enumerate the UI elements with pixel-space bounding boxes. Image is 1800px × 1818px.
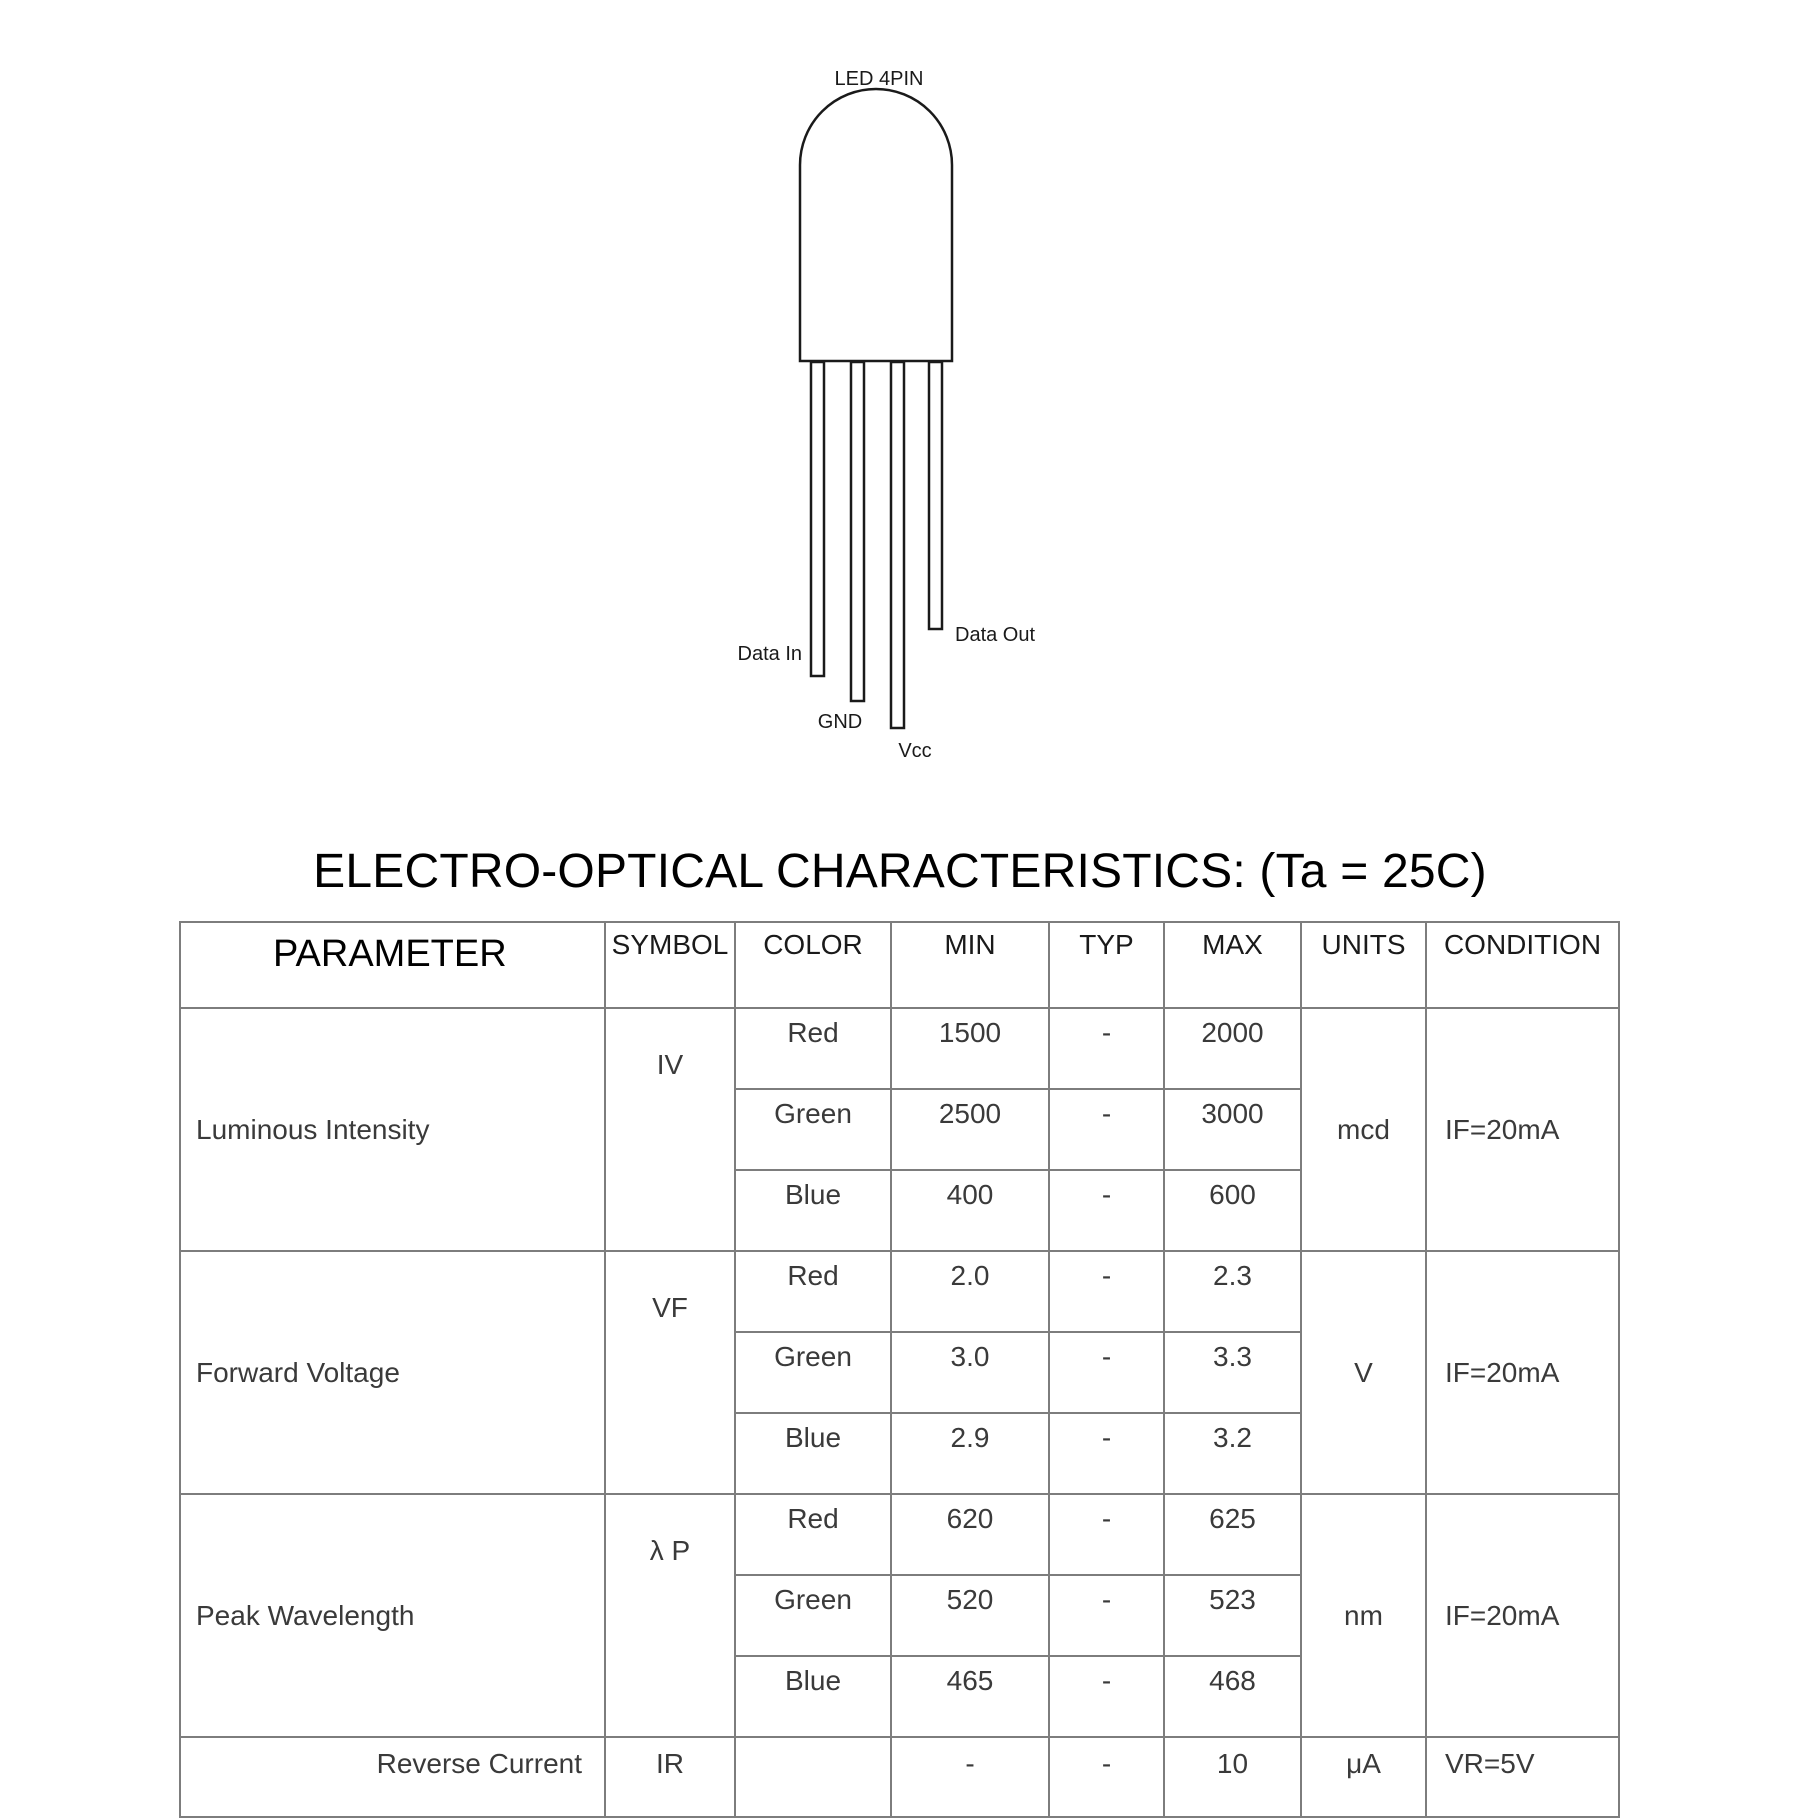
color-cell: Blue (735, 1413, 891, 1494)
condition-cell: VR=5V (1426, 1737, 1619, 1817)
max-cell: 2.3 (1164, 1251, 1301, 1332)
header-color: COLOR (735, 922, 891, 1008)
condition-cell: IF=20mA (1426, 1251, 1619, 1494)
parameter-cell: Reverse Current (180, 1737, 605, 1817)
typ-cell: - (1049, 1656, 1164, 1737)
max-cell: 10 (1164, 1737, 1301, 1817)
typ-cell: - (1049, 1008, 1164, 1089)
max-cell: 3.3 (1164, 1332, 1301, 1413)
max-cell: 600 (1164, 1170, 1301, 1251)
header-row (180, 922, 1619, 1008)
color-cell: Red (735, 1494, 891, 1575)
color-cell: Green (735, 1089, 891, 1170)
min-cell: 400 (891, 1170, 1049, 1251)
pin-vcc (891, 362, 904, 728)
typ-cell: - (1049, 1413, 1164, 1494)
color-cell: Blue (735, 1170, 891, 1251)
table-row (180, 1737, 1619, 1817)
header-max: MAX (1164, 922, 1301, 1008)
max-cell: 3.2 (1164, 1413, 1301, 1494)
min-cell: 2.0 (891, 1251, 1049, 1332)
min-cell: 520 (891, 1575, 1049, 1656)
symbol-cell: IV (605, 1008, 735, 1251)
header-min: MIN (891, 922, 1049, 1008)
symbol-cell: IR (605, 1737, 735, 1817)
led-title: LED 4PIN (834, 68, 924, 90)
min-cell: 2.9 (891, 1413, 1049, 1494)
header-symbol: SYMBOL (605, 922, 735, 1008)
units-cell: nm (1301, 1494, 1426, 1737)
electro-optical-table (179, 921, 1620, 1818)
header-typ: TYP (1049, 922, 1164, 1008)
pin-label-vcc: Vcc (898, 740, 932, 762)
parameter-cell: Forward Voltage (180, 1251, 605, 1494)
table-title: ELECTRO-OPTICAL CHARACTERISTICS: (Ta = 25C) (313, 845, 1487, 898)
max-cell: 625 (1164, 1494, 1301, 1575)
min-cell: 1500 (891, 1008, 1049, 1089)
color-cell: Green (735, 1575, 891, 1656)
table-row (180, 1251, 1619, 1332)
table-row (180, 1494, 1619, 1575)
parameter-cell: Luminous Intensity (180, 1008, 605, 1251)
max-cell: 468 (1164, 1656, 1301, 1737)
color-cell: Green (735, 1332, 891, 1413)
min-cell: - (891, 1737, 1049, 1817)
led-pinout-diagram (0, 0, 1800, 800)
header-units: UNITS (1301, 922, 1426, 1008)
units-cell: mcd (1301, 1008, 1426, 1251)
header-parameter: PARAMETER (180, 922, 605, 1008)
min-cell: 465 (891, 1656, 1049, 1737)
pin-label-data-out: Data Out (955, 624, 1036, 646)
max-cell: 3000 (1164, 1089, 1301, 1170)
table-row (180, 1008, 1619, 1089)
color-cell: Blue (735, 1656, 891, 1737)
header-condition: CONDITION (1426, 922, 1619, 1008)
color-cell (735, 1737, 891, 1817)
condition-cell: IF=20mA (1426, 1008, 1619, 1251)
symbol-cell: λ P (605, 1494, 735, 1737)
typ-cell: - (1049, 1170, 1164, 1251)
pin-data-in (811, 362, 824, 676)
max-cell: 2000 (1164, 1008, 1301, 1089)
min-cell: 2500 (891, 1089, 1049, 1170)
typ-cell: - (1049, 1332, 1164, 1413)
pin-label-gnd: GND (817, 711, 863, 733)
min-cell: 620 (891, 1494, 1049, 1575)
pin-label-data-in: Data In (737, 643, 802, 665)
typ-cell: - (1049, 1737, 1164, 1817)
units-cell: μA (1301, 1737, 1426, 1817)
max-cell: 523 (1164, 1575, 1301, 1656)
typ-cell: - (1049, 1089, 1164, 1170)
condition-cell: IF=20mA (1426, 1494, 1619, 1737)
led-body (800, 89, 952, 361)
color-cell: Red (735, 1251, 891, 1332)
parameter-cell: Peak Wavelength (180, 1494, 605, 1737)
typ-cell: - (1049, 1575, 1164, 1656)
symbol-cell: VF (605, 1251, 735, 1494)
units-cell: V (1301, 1251, 1426, 1494)
typ-cell: - (1049, 1251, 1164, 1332)
typ-cell: - (1049, 1494, 1164, 1575)
pin-gnd (851, 362, 864, 701)
min-cell: 3.0 (891, 1332, 1049, 1413)
pin-data-out (929, 362, 942, 629)
color-cell: Red (735, 1008, 891, 1089)
